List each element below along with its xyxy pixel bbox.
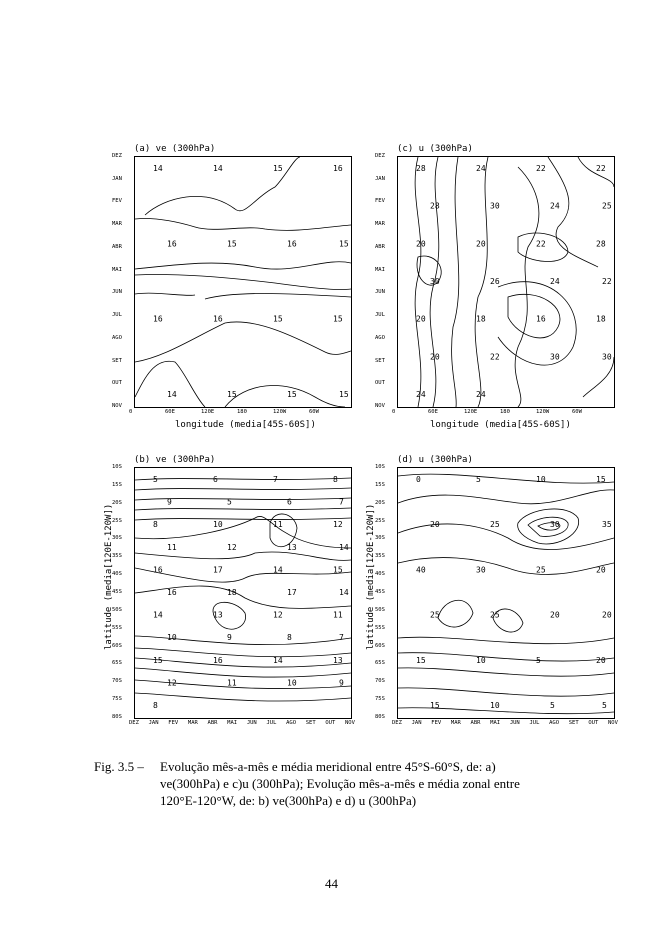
contour-label: 7 bbox=[339, 497, 344, 507]
panel-b-ytick: 50S bbox=[112, 606, 122, 613]
contour-label: 30 bbox=[550, 520, 560, 530]
panel-d-ytick: 35S bbox=[375, 553, 385, 560]
panel-a-xtick: 120E bbox=[201, 409, 215, 415]
panel-a-ytick: NOV bbox=[112, 403, 122, 409]
panel-b-xtick: DEZ bbox=[129, 720, 139, 726]
panel-a-ytick: JUL bbox=[112, 312, 122, 319]
panel-d-ytick: 25S bbox=[375, 517, 385, 524]
panel-d-ytick: 55S bbox=[375, 624, 385, 631]
panel-b-plot bbox=[134, 467, 352, 719]
panel-c-ytick: JAN bbox=[375, 175, 385, 182]
panel-a-xlabel: longitude (media[45S-60S]) bbox=[175, 420, 316, 430]
contour-label: 15 bbox=[227, 390, 237, 399]
contour-label: 5 bbox=[550, 701, 555, 710]
contour-label: 10 bbox=[167, 633, 177, 643]
contour-label: 22 bbox=[596, 164, 606, 173]
panel-c-contours bbox=[398, 157, 614, 407]
panel-d-ytick: 45S bbox=[375, 589, 385, 595]
contour-label: 22 bbox=[536, 164, 546, 173]
panel-b-ytick: 30S bbox=[112, 535, 122, 542]
contour-label: 14 bbox=[273, 565, 283, 575]
contour-label: 18 bbox=[476, 314, 486, 324]
contour-label: 28 bbox=[416, 164, 426, 173]
contour-label: 10 bbox=[490, 701, 500, 710]
panel-a-ytick: AGO bbox=[112, 334, 122, 341]
panel-b-ytick: 10S bbox=[112, 464, 122, 470]
panel-d-xtick: JUN bbox=[509, 720, 520, 726]
contour-label: 15 bbox=[287, 390, 297, 399]
contour-label: 14 bbox=[213, 164, 223, 173]
panel-b-xtick: FEV bbox=[168, 720, 179, 726]
panel-b-xtick: MAI bbox=[227, 720, 238, 726]
contour-label: 25 bbox=[430, 610, 440, 620]
panel-d-ytick: 70S bbox=[375, 678, 385, 685]
contour-label: 40 bbox=[416, 565, 426, 575]
panel-a-ytick: OUT bbox=[112, 380, 122, 387]
contour-label: 24 bbox=[476, 390, 486, 399]
contour-label: 15 bbox=[273, 314, 283, 324]
contour-label: 22 bbox=[536, 239, 546, 249]
contour-label: 14 bbox=[153, 610, 163, 620]
contour-label: 9 bbox=[227, 633, 232, 643]
panel-a-xtick: 0 bbox=[129, 409, 133, 415]
panel-c-xtick: 120W bbox=[536, 409, 550, 415]
contour-label: 15 bbox=[333, 314, 343, 324]
contour-label: 10 bbox=[213, 520, 223, 530]
contour-label: 30 bbox=[550, 352, 560, 362]
panel-c-ytick: AGO bbox=[375, 334, 385, 341]
contour-label: 26 bbox=[490, 277, 500, 286]
contour-label: 17 bbox=[213, 565, 223, 575]
panel-d-ytick: 60S bbox=[375, 642, 385, 649]
panel-a-ytick: FEV bbox=[112, 198, 122, 205]
panel-d-xtick: JAN bbox=[411, 720, 422, 726]
panel-b-title: (b) ve (300hPa) bbox=[134, 455, 216, 465]
contour-label: 15 bbox=[339, 239, 349, 249]
contour-label: 6 bbox=[213, 475, 218, 484]
contour-label: 14 bbox=[339, 588, 349, 597]
panel-a-ytick: MAR bbox=[112, 221, 122, 228]
panel-d-xtick: ABR bbox=[470, 720, 481, 726]
contour-label: 16 bbox=[167, 239, 177, 249]
contour-label: 20 bbox=[416, 239, 426, 249]
panel-c-xtick: 0 bbox=[392, 409, 396, 415]
panel-d-xtick: MAR bbox=[450, 720, 461, 726]
panel-b-ytick: 20S bbox=[112, 499, 122, 506]
contour-label: 16 bbox=[287, 239, 297, 249]
contour-label: 12 bbox=[333, 520, 343, 530]
contour-label: 14 bbox=[273, 655, 283, 665]
panel-b-ytick: 25S bbox=[112, 517, 122, 524]
contour-label: 12 bbox=[167, 678, 177, 688]
caption-line-2: ve(300hPa) e c)u (300hPa); Evolução mês-a-mês e média zonal entre bbox=[160, 776, 520, 791]
contour-label: 20 bbox=[550, 610, 560, 620]
contour-label: 8 bbox=[153, 520, 158, 530]
panel-c-xtick: 180 bbox=[500, 409, 510, 415]
panel-b-xtick: MAR bbox=[187, 720, 198, 726]
panel-a-plot bbox=[134, 156, 352, 408]
panel-c-ytick: MAR bbox=[375, 221, 385, 228]
contour-label: 25 bbox=[490, 520, 500, 530]
contour-label: 24 bbox=[550, 277, 560, 286]
contour-label: 30 bbox=[476, 565, 486, 575]
panel-c-ytick: JUL bbox=[375, 312, 385, 319]
panel-a-xtick: 120W bbox=[273, 409, 287, 415]
panel-d-xtick: AGO bbox=[549, 720, 560, 726]
panel-b-xtick: OUT bbox=[325, 720, 336, 726]
panel-c-xlabel: longitude (media[45S-60S]) bbox=[430, 420, 571, 430]
contour-label: 30 bbox=[602, 352, 612, 362]
panel-b-ytick: 70S bbox=[112, 678, 122, 685]
panel-d-xtick: JUL bbox=[529, 720, 540, 726]
panel-b-xtick: ABR bbox=[207, 720, 218, 726]
panel-d-xtick: DEZ bbox=[392, 720, 402, 726]
panel-b-xtick: JUN bbox=[246, 720, 257, 726]
contour-label: 22 bbox=[602, 277, 612, 286]
panel-c-plot bbox=[397, 156, 615, 408]
contour-label: 8 bbox=[153, 701, 158, 710]
panel-d-ytick: 20S bbox=[375, 499, 385, 506]
contour-label: 15 bbox=[430, 701, 440, 710]
contour-label: 5 bbox=[153, 475, 158, 484]
contour-label: 15 bbox=[596, 475, 606, 484]
panel-c-ytick: OUT bbox=[375, 380, 385, 387]
contour-label: 5 bbox=[476, 475, 481, 484]
contour-label: 13 bbox=[213, 610, 223, 620]
panel-d-xtick: MAI bbox=[490, 720, 501, 726]
contour-label: 10 bbox=[536, 475, 546, 484]
contour-label: 14 bbox=[153, 164, 163, 173]
contour-label: 18 bbox=[227, 588, 237, 597]
panel-d-ytick: 30S bbox=[375, 535, 385, 542]
panel-d-xtick: NOV bbox=[608, 720, 618, 726]
panel-c-title: (c) u (300hPa) bbox=[397, 144, 473, 154]
panel-a-contours bbox=[135, 157, 351, 407]
contour-label: 12 bbox=[227, 542, 237, 552]
panel-b-contours bbox=[135, 468, 351, 718]
panel-b-ytick: 55S bbox=[112, 624, 122, 631]
panel-d-ytick: 15S bbox=[375, 481, 385, 488]
contour-label: 28 bbox=[596, 239, 606, 249]
page-number: 44 bbox=[325, 876, 338, 891]
contour-label: 16 bbox=[213, 314, 223, 324]
contour-label: 24 bbox=[476, 164, 486, 173]
contour-label: 16 bbox=[536, 314, 546, 324]
contour-label: 10 bbox=[476, 655, 486, 665]
contour-label: 25 bbox=[536, 565, 546, 575]
contour-label: 16 bbox=[153, 314, 163, 324]
contour-label: 8 bbox=[333, 475, 338, 484]
contour-label: 30 bbox=[490, 201, 500, 211]
contour-label: 7 bbox=[339, 633, 344, 643]
panel-d-xtick: FEV bbox=[431, 720, 442, 726]
contour-label: 9 bbox=[339, 678, 344, 688]
contour-label: 16 bbox=[333, 164, 343, 173]
contour-label: 15 bbox=[416, 655, 426, 665]
panel-a-title: (a) ve (300hPa) bbox=[134, 144, 216, 154]
contour-label: 10 bbox=[287, 678, 297, 688]
contour-label: 17 bbox=[287, 588, 297, 597]
panel-a-xtick: 60W bbox=[309, 409, 319, 415]
contour-label: 5 bbox=[536, 655, 541, 665]
panel-b-xtick: JAN bbox=[148, 720, 159, 726]
contour-label: 15 bbox=[227, 239, 237, 249]
contour-label: 20 bbox=[416, 314, 426, 324]
contour-label: 12 bbox=[273, 610, 283, 620]
panel-c-ytick: FEV bbox=[375, 198, 385, 205]
contour-label: 24 bbox=[416, 390, 426, 399]
caption-line-1: Evolução mês-a-mês e média meridional entre 45°S-60°S, de: a) bbox=[160, 759, 496, 774]
contour-label: 15 bbox=[153, 655, 163, 665]
contour-label: 25 bbox=[490, 610, 500, 620]
panel-b-xtick: SET bbox=[305, 720, 316, 726]
panel-a-xtick: 60E bbox=[165, 409, 175, 415]
panel-c-xtick: 60E bbox=[428, 409, 438, 415]
panel-a-ytick: ABR bbox=[112, 243, 122, 250]
panel-a-ytick: MAI bbox=[112, 266, 122, 273]
contour-label: 7 bbox=[273, 475, 278, 484]
contour-label: 16 bbox=[153, 565, 163, 575]
panel-d-contours bbox=[398, 468, 614, 718]
panel-b-ytick: 45S bbox=[112, 589, 122, 595]
panel-d-ytick: 65S bbox=[375, 660, 385, 667]
panel-c-ytick: MAI bbox=[375, 266, 385, 273]
panel-a-xtick: 180 bbox=[237, 409, 247, 415]
panel-d-xtick: SET bbox=[568, 720, 579, 726]
contour-label: 22 bbox=[490, 352, 500, 362]
panel-b-ytick: 65S bbox=[112, 660, 122, 667]
panel-b-ytick: 60S bbox=[112, 642, 122, 649]
contour-label: 6 bbox=[287, 497, 292, 507]
contour-label: 13 bbox=[333, 655, 343, 665]
panel-a-ytick: DEZ bbox=[112, 153, 122, 159]
contour-label: 20 bbox=[430, 352, 440, 362]
panel-d-ytick: 75S bbox=[375, 696, 385, 703]
panel-c-ytick: ABR bbox=[375, 243, 385, 250]
panel-c-xtick: 60W bbox=[572, 409, 582, 415]
panel-d-title: (d) u (300hPa) bbox=[397, 455, 473, 465]
contour-label: 5 bbox=[602, 701, 607, 710]
panel-b-ytick: 40S bbox=[112, 571, 122, 578]
panel-a-ytick: JAN bbox=[112, 175, 122, 182]
panel-d-ytick: 40S bbox=[375, 571, 385, 578]
contour-label: 24 bbox=[550, 201, 560, 211]
panel-d-ytick: 10S bbox=[375, 464, 385, 470]
contour-label: 25 bbox=[602, 201, 612, 211]
contour-label: 30 bbox=[430, 277, 440, 286]
contour-label: 5 bbox=[227, 497, 232, 507]
panel-b-ytick: 80S bbox=[112, 714, 122, 720]
panel-d-plot bbox=[397, 467, 615, 719]
contour-label: 11 bbox=[333, 610, 343, 620]
contour-label: 20 bbox=[596, 565, 606, 575]
panel-d-ytick: 80S bbox=[375, 714, 385, 720]
contour-label: 20 bbox=[602, 610, 612, 620]
panel-a-ytick: JUN bbox=[112, 289, 122, 296]
panel-c-ytick: SET bbox=[375, 357, 385, 364]
panel-c-ytick: JUN bbox=[375, 289, 385, 296]
contour-label: 20 bbox=[476, 239, 486, 249]
contour-label: 20 bbox=[430, 520, 440, 530]
panel-d-ylabel: latitude (media[120E-120W]) bbox=[366, 503, 376, 650]
contour-label: 18 bbox=[596, 314, 606, 324]
contour-label: 15 bbox=[273, 164, 283, 173]
panel-c-ytick: DEZ bbox=[375, 153, 385, 159]
panel-a-ytick: SET bbox=[112, 357, 122, 364]
contour-label: 15 bbox=[339, 390, 349, 399]
contour-label: 13 bbox=[287, 542, 297, 552]
contour-label: 14 bbox=[167, 390, 177, 399]
contour-label: 16 bbox=[213, 655, 223, 665]
contour-label: 35 bbox=[602, 520, 612, 530]
panel-b-ytick: 15S bbox=[112, 481, 122, 488]
contour-label: 11 bbox=[273, 520, 283, 530]
contour-label: 11 bbox=[167, 542, 177, 552]
contour-label: 0 bbox=[416, 475, 421, 484]
contour-label: 14 bbox=[339, 542, 349, 552]
contour-label: 11 bbox=[227, 678, 237, 688]
panel-b-ytick: 75S bbox=[112, 696, 122, 703]
panel-d-ytick: 50S bbox=[375, 606, 385, 613]
contour-label: 16 bbox=[167, 588, 177, 597]
panel-b-xtick: NOV bbox=[345, 720, 355, 726]
panel-b-ylabel: latitude (media[120E-120W]) bbox=[104, 503, 114, 650]
panel-d-xtick: OUT bbox=[588, 720, 599, 726]
contour-label: 15 bbox=[333, 565, 343, 575]
panel-b-xtick: JUL bbox=[266, 720, 277, 726]
caption-line-3: 120°E-120°W, de: b) ve(300hPa) e d) u (300hPa) bbox=[160, 793, 417, 808]
panel-b-xtick: AGO bbox=[286, 720, 297, 726]
contour-label: 9 bbox=[167, 497, 172, 507]
contour-label: 28 bbox=[430, 201, 440, 211]
panel-c-xtick: 120E bbox=[464, 409, 478, 415]
contour-label: 8 bbox=[287, 633, 292, 643]
panel-c-ytick: NOV bbox=[375, 403, 385, 409]
caption-label: Fig. 3.5 – bbox=[94, 759, 144, 774]
contour-label: 20 bbox=[596, 655, 606, 665]
panel-b-ytick: 35S bbox=[112, 553, 122, 560]
